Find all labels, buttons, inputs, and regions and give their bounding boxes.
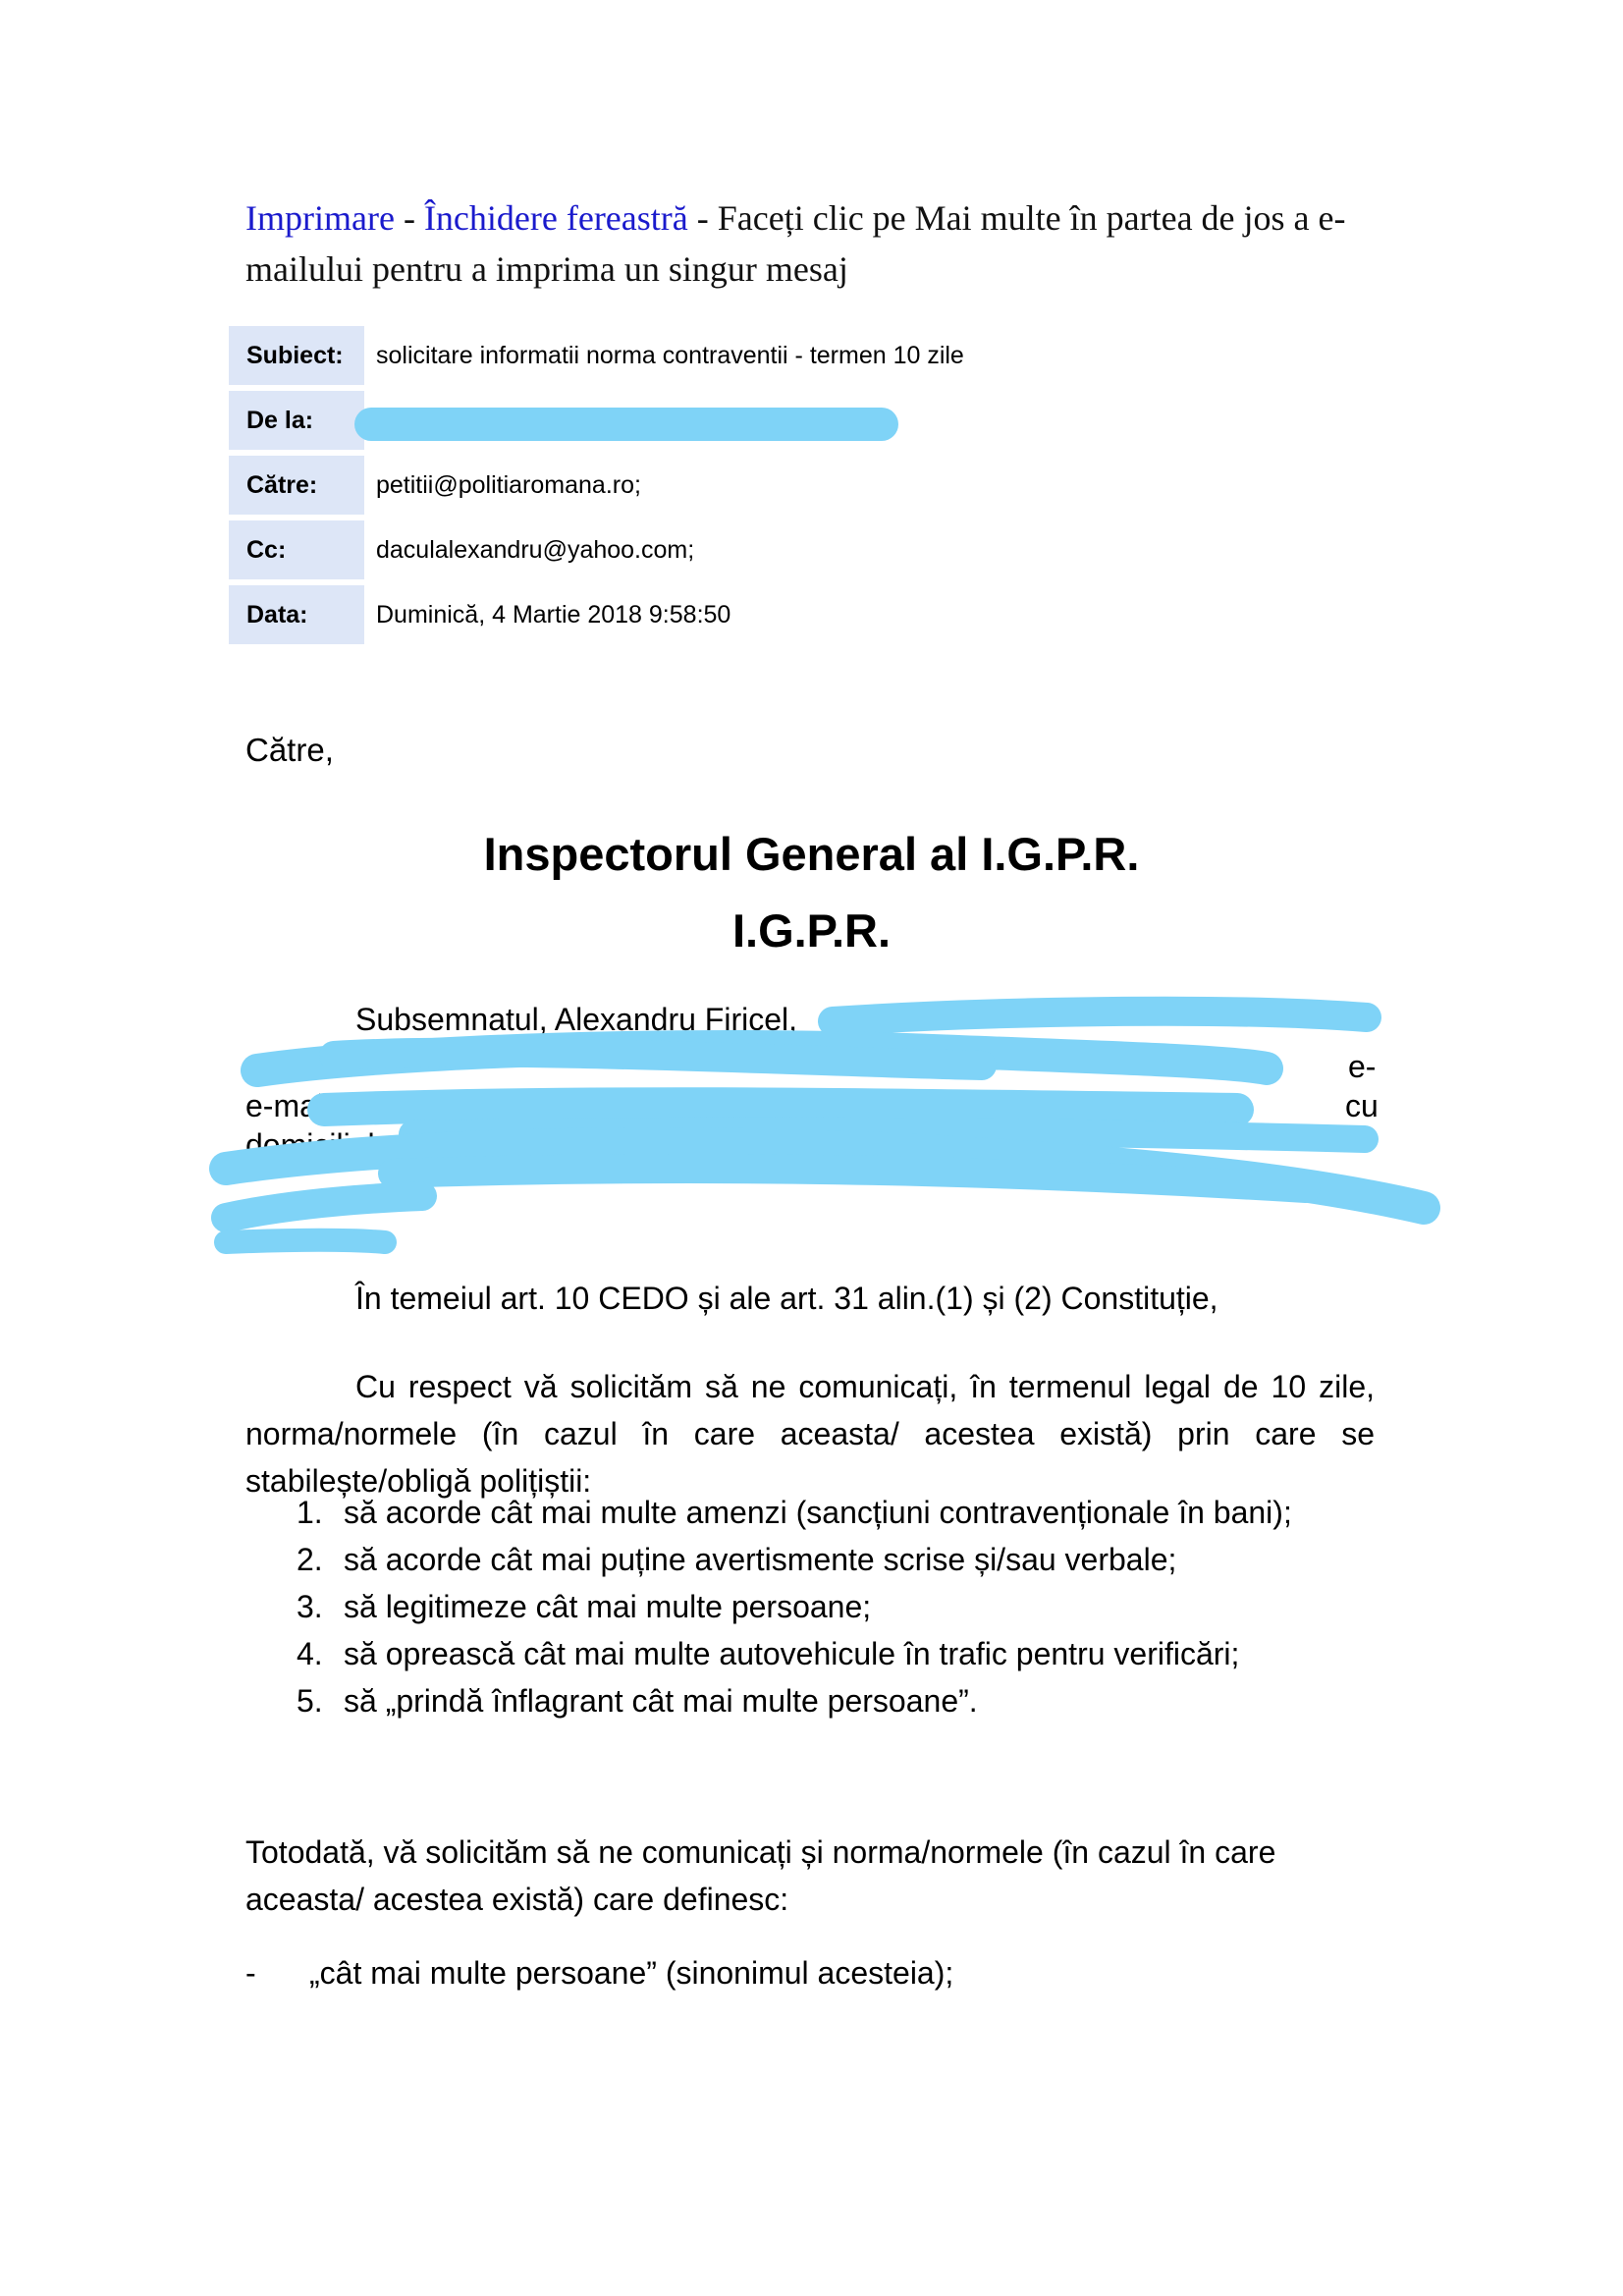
list-item: 4. să oprească cât mai multe autovehicule în trafic pentru verificări; — [297, 1636, 1240, 1671]
subject-value: solicitare informatii norma contraventii - termen 10 zile — [376, 342, 964, 369]
redaction-stroke-4 — [324, 1104, 1237, 1110]
dash-marker: - — [245, 1955, 256, 1991]
date-value: Duminică, 4 Martie 2018 9:58:50 — [376, 601, 731, 629]
redaction-stroke-2 — [257, 1047, 1267, 1070]
list-item: 3. să legitimeze cât mai multe persoane; — [297, 1589, 872, 1624]
from-label: De la: — [229, 391, 364, 450]
list-item: 2. să acorde cât mai puține avertismente scrise și/sau verbale; — [297, 1542, 1177, 1577]
letter-subtitle: I.G.P.R. — [731, 904, 892, 957]
to-row — [229, 456, 1112, 515]
redaction-stroke-5 — [412, 1131, 1365, 1139]
redacted-email-label: e-mail: — [245, 1088, 341, 1123]
redaction-stroke-9 — [226, 1240, 385, 1242]
also-request-paragraph: Totodată, vă solicităm să ne comunicați și norma/normele (în cazul în care aceasta/ acestea există) care definesc: — [245, 1834, 1276, 1917]
to-value: petitii@politiaromana.ro; — [376, 471, 641, 499]
subject-row — [229, 326, 1112, 385]
redaction-stroke-1 — [833, 1011, 1367, 1021]
to-label: Către: — [229, 456, 364, 515]
print-instructions — [245, 192, 1384, 295]
redaction-stroke-3 — [334, 1053, 982, 1066]
date-row — [229, 585, 1112, 644]
redacted-fragment-cu: cu — [1345, 1088, 1379, 1123]
separator: - — [394, 198, 424, 238]
redaction-stroke-8 — [226, 1196, 422, 1218]
print-instruction-text: Faceți clic pe Mai multe în partea de jos a e-mailului pentru a imprima un singur mesaj — [245, 198, 1346, 289]
request-paragraph: Cu respect vă solicităm să ne comunicați, în termenul legal de 10 zile, norma/normele (în cazul în care aceasta/ acestea există) prin care se stabilește/obligă polițiștii: — [245, 1369, 1375, 1499]
print-link[interactable]: Imprimare — [245, 198, 395, 238]
legal-basis: În temeiul art. 10 CEDO și ale art. 31 alin.(1) și (2) Constituție, — [355, 1281, 1218, 1316]
cc-label: Cc: — [229, 520, 364, 579]
cc-value: daculalexandru@yahoo.com; — [376, 536, 695, 564]
redaction-stroke-6 — [226, 1144, 1424, 1208]
dash-item-text: „cât mai multe persoane” (sinonimul acesteia); — [309, 1955, 954, 1991]
greeting: Către, — [245, 732, 334, 768]
cc-row — [229, 520, 1112, 579]
list-item: 1. să acorde cât mai multe amenzi (sancțiuni contravenționale în bani); — [297, 1495, 1292, 1530]
close-window-link[interactable]: Închidere fereastră — [423, 198, 688, 238]
separator: - — [687, 198, 718, 238]
redacted-domicile: domiciliul — [245, 1127, 375, 1163]
letter-title: Inspectorul General al I.G.P.R. — [483, 828, 1140, 880]
from-value-tail: ) — [885, 407, 893, 434]
from-row — [229, 391, 1112, 450]
redaction-stroke-7 — [393, 1169, 1306, 1188]
request-list — [245, 1489, 1424, 1724]
subject-label: Subiect: — [229, 326, 364, 385]
list-item: 5. să „prindă înflagrant cât mai multe persoane”. — [297, 1683, 978, 1719]
redacted-intro: Subsemnatul, Alexandru Firicel, — [355, 1002, 797, 1037]
date-label: Data: — [229, 585, 364, 644]
redacted-fragment-e: e- — [1348, 1049, 1377, 1084]
